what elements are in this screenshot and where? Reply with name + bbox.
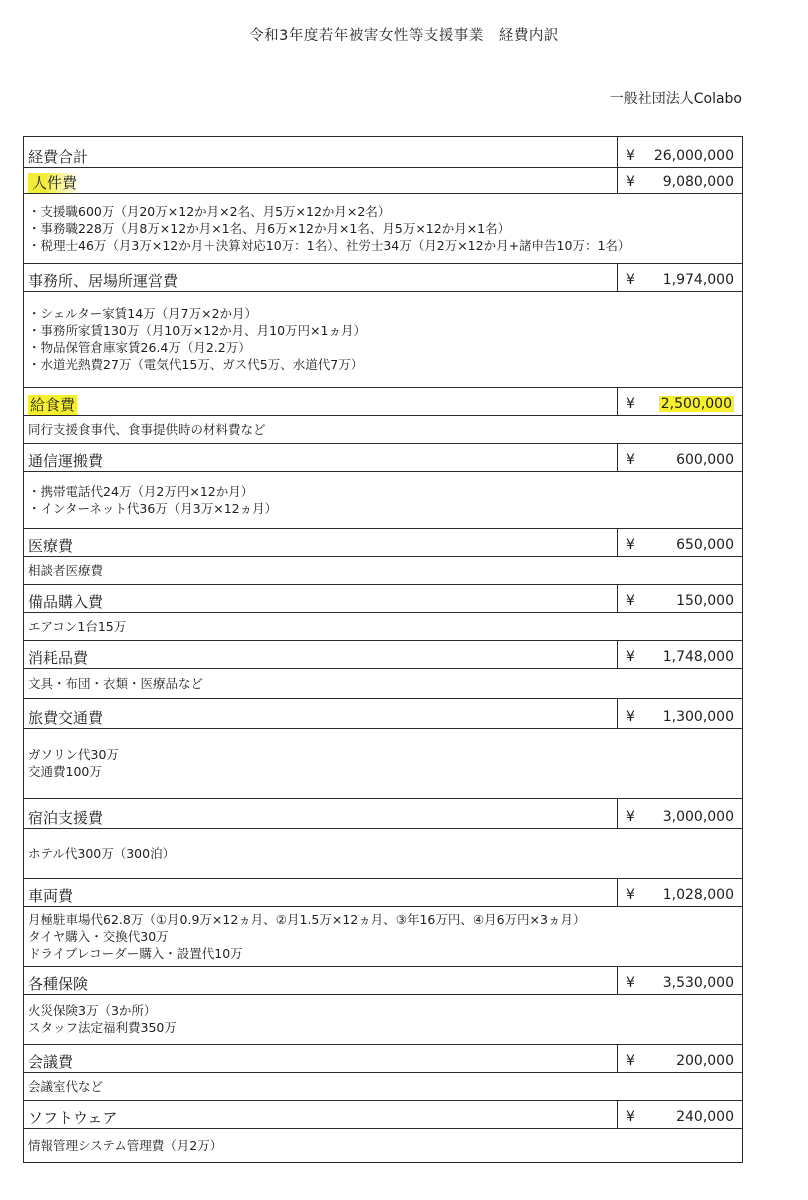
detail-cell [24,1073,109,1100]
yen-sign: ¥ [626,396,635,412]
amount-cell [618,388,742,415]
expense-category-row [24,698,742,728]
yen-sign: ¥ [626,537,635,553]
amount-wrapper [648,649,734,665]
detail-line: ・携帯電話代24万（月2万円×12か月） [28,483,254,499]
expense-detail-row [24,1128,742,1162]
detail-line: ・事務所家賃130万（月10万×12か月、月10万円×1ヵ月） [28,323,366,338]
detail-cell [24,907,591,966]
category-amount: 200,000 [676,1053,734,1069]
category-label: 消耗品費 [28,649,89,667]
detail-cell [24,472,283,528]
category-amount: 650,000 [676,537,734,553]
detail-cell [24,292,372,387]
amount-cell [618,168,742,193]
category-label: 旅費交通費 [28,709,104,727]
category-amount: 1,028,000 [662,887,734,903]
amount-wrapper [648,975,734,991]
amount-wrapper [648,887,734,903]
expense-detail-row [24,612,742,640]
amount-cell [618,529,742,556]
detail-line: ・インターネット代36万（月3万×12ヵ月） [28,500,278,516]
expense-detail-row [24,906,742,966]
expense-detail-row [24,556,742,584]
detail-line: 同行支援食事代、食事提供時の材料費など [28,421,266,437]
expense-detail-row [24,1072,742,1100]
amount-wrapper [648,537,734,553]
detail-line: 交通費100万 [28,764,102,779]
category-label-cell [24,799,618,828]
category-label: 人件費 [28,173,81,193]
amount-wrapper [648,272,734,288]
yen-sign: ¥ [626,148,635,164]
yen-sign: ¥ [626,649,635,665]
detail-cell [24,995,183,1044]
yen-sign: ¥ [626,975,635,991]
detail-line: ドライブレコーダー購入・設置代10万 [28,945,243,961]
detail-line: ・物品保管倉庫家賃26.4万（月2.2万） [28,340,251,355]
expense-table [23,136,743,1163]
category-label: 会議費 [28,1053,74,1071]
expense-category-row [24,387,742,415]
expense-category-row [24,1100,742,1128]
expense-category-row [24,966,742,994]
detail-line: ガソリン代30万 [28,747,119,762]
yen-sign: ¥ [626,174,635,190]
yen-sign: ¥ [626,709,635,725]
yen-sign: ¥ [626,1053,635,1069]
amount-cell [618,264,742,291]
yen-sign: ¥ [626,809,635,825]
detail-line: 月極駐車場代62.8万（①月0.9万×12ヵ月、②月1.5万×12ヵ月、③年16万円、④月6万円×3ヵ月） [28,911,586,927]
total-amount: 26,000,000 [653,148,734,164]
detail-cell [24,416,272,443]
detail-cell [24,729,125,798]
category-label-cell [24,1045,618,1072]
category-label-cell [24,641,618,668]
expense-category-row [24,263,742,291]
category-label-cell [24,879,618,906]
expense-category-row [24,528,742,556]
category-amount: 150,000 [676,593,734,609]
yen-sign: ¥ [626,887,635,903]
yen-sign: ¥ [626,1109,635,1125]
detail-cell [24,194,636,263]
category-amount: 2,500,000 [660,396,732,412]
total-row [24,137,742,167]
category-label: 給食費 [30,396,76,414]
amount-cell [618,967,742,994]
detail-line: 相談者医療費 [28,562,104,578]
expense-category-row [24,878,742,906]
category-amount: 3,000,000 [662,809,734,825]
amount-wrapper [648,396,734,412]
category-label-cell [24,388,618,415]
total-amount-cell [618,137,742,167]
amount-cell [618,879,742,906]
expense-category-row [24,640,742,668]
detail-cell [24,669,209,698]
category-amount: 240,000 [676,1109,734,1125]
amount-wrapper [648,709,734,725]
category-label: 各種保険 [28,975,89,993]
expense-detail-row [24,668,742,698]
category-label-cell [24,168,618,193]
category-label: 宿泊支援費 [28,809,104,827]
expense-detail-row [24,471,742,528]
detail-line: ・支援職600万（月20万×12か月×2名、月5万×12か月×2名） [28,203,391,219]
amount-cell [618,799,742,828]
yen-sign: ¥ [626,272,635,288]
detail-line: 文具・布団・衣類・医療品など [28,675,204,691]
category-label-cell [24,529,618,556]
expense-category-row [24,584,742,612]
detail-line: ・水道光熱費27万（電気代15万、ガス代5万、水道代7万） [28,357,364,372]
expense-detail-row [24,828,742,878]
category-amount: 1,300,000 [662,709,734,725]
organization-name: 一般社団法人Colabo [609,91,742,107]
amount-wrapper [648,1053,734,1069]
expense-detail-row [24,728,742,798]
category-label: 車両費 [28,887,74,905]
category-amount: 600,000 [676,452,734,468]
detail-line: 情報管理システム管理費（月2万） [28,1137,223,1153]
detail-line: ・税理士46万（月3万×12か月＋決算対応10万：1名）、社労士34万（月2万×12か月+諸申告10万：1名） [28,237,631,253]
amount-cell [618,699,742,728]
category-label: ソフトウェア [28,1109,118,1127]
expense-detail-row [24,193,742,263]
amount-cell [618,444,742,471]
amount-wrapper [648,593,734,609]
category-amount: 1,974,000 [662,272,734,288]
category-amount: 1,748,000 [662,649,734,665]
yen-sign: ¥ [626,452,635,468]
amount-wrapper [648,809,734,825]
category-label: 通信運搬費 [28,452,104,470]
category-label: 事務所、居場所運営費 [28,272,179,290]
detail-line: エアコン1台15万 [28,618,127,634]
expense-category-row [24,798,742,828]
detail-line: 会議室代など [28,1078,104,1094]
category-label-cell [24,444,618,471]
expense-detail-row [24,415,742,443]
detail-cell [24,829,181,878]
detail-cell [24,613,132,640]
category-label: 備品購入費 [28,593,104,611]
detail-cell [24,557,109,584]
amount-wrapper [648,452,734,468]
expense-category-row [24,1044,742,1072]
expense-category-row [24,167,742,193]
amount-wrapper [648,1109,734,1125]
category-label-cell [24,699,618,728]
category-label: 医療費 [28,537,74,555]
amount-cell [618,1045,742,1072]
category-label-cell [24,585,618,612]
amount-cell [618,641,742,668]
amount-cell [618,1101,742,1128]
category-amount: 3,530,000 [662,975,734,991]
total-label: 経費合計 [24,137,618,167]
expense-detail-row [24,994,742,1044]
expense-detail-row [24,291,742,387]
category-label-cell [24,967,618,994]
detail-line: タイヤ購入・交換代30万 [28,928,169,944]
detail-cell [24,1129,228,1162]
detail-line: ホテル代300万（300泊） [28,845,176,861]
amount-cell [618,585,742,612]
detail-line: 火災保険3万（3か所） [28,1003,157,1018]
detail-line: ・シェルター家賃14万（月7万×2か月） [28,306,258,321]
document-title: 令和3年度若年被害女性等支援事業 経費内訳 [249,28,559,44]
yen-sign: ¥ [626,593,635,609]
expense-category-row [24,443,742,471]
amount-wrapper [648,174,734,190]
category-amount: 9,080,000 [662,174,734,190]
detail-line: スタッフ法定福利費350万 [28,1020,177,1035]
category-label-cell [24,264,618,291]
category-label-cell [24,1101,618,1128]
detail-line: ・事務職228万（月8万×12か月×1名、月6万×12か月×1名、月5万×12か月×1名） [28,220,511,236]
